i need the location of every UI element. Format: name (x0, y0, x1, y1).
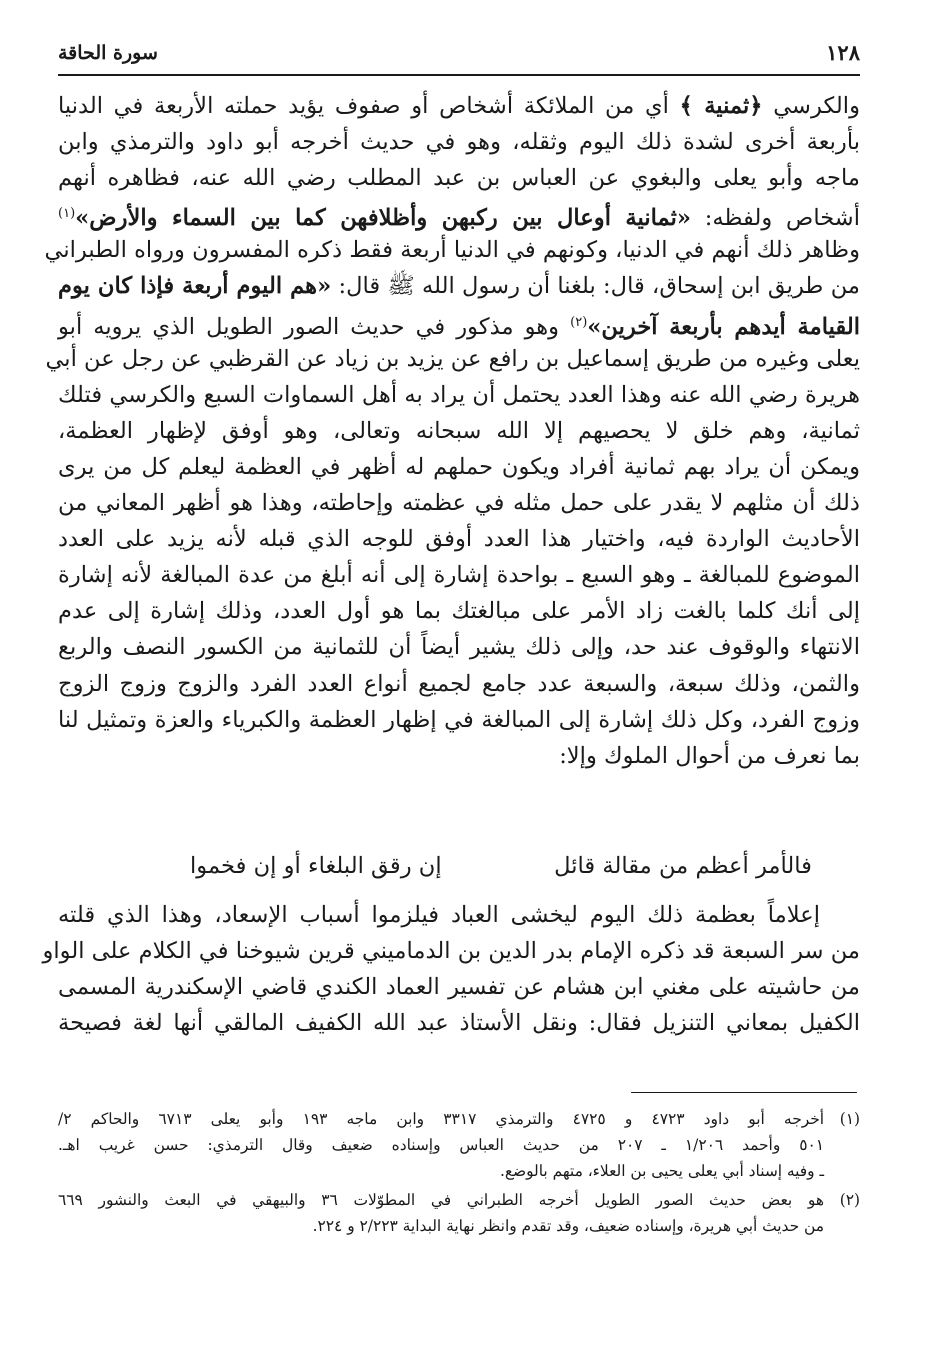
running-head-title: سورة الحاقة (58, 42, 158, 64)
text-line (58, 449, 860, 485)
text-run: أشخاص ولفظه: (691, 205, 860, 232)
footnote-ref: (١) (58, 206, 76, 222)
text-line (58, 593, 860, 629)
text-run: أي من الملائكة أشخاص أو صفوف يؤيد حملته الأربعة في الدنيا (58, 93, 680, 119)
text-run: بأربعة أخرى لشدة ذلك اليوم وثقله، وهو في حديث أخرجه أبو داود والترمذي وابن (58, 129, 860, 156)
footnotes (58, 1106, 860, 1239)
text-line (58, 521, 860, 557)
poetry-verse (58, 853, 860, 893)
text-run: ويمكن أن يراد بهم ثمانية أفراد ويكون حملهم له أظهر في العظمة ليعلم كل من يرى (58, 453, 860, 480)
quoted-text: «هم اليوم أربعة فإذا كان يوم (58, 273, 332, 300)
text-run: الأحاديث الواردة فيه، واختيار هذا العدد أوفق للوجه الذي قبله لأنه يزيد على العدد (58, 526, 860, 553)
text-line (58, 557, 860, 593)
text-line (44, 232, 860, 268)
quoted-text: القيامة أيدهم بأربعة آخرين» (587, 313, 860, 340)
footnote-line: ـ وفيه إسناد أبي يعلى يحيى بن العلاء، متهم بالوضع. (499, 1162, 824, 1180)
text-line (58, 413, 860, 449)
footnote-line: ٥٠١ وأحمد ١/٢٠٦ ـ ٢٠٧ من حديث العباس وإسناده ضعيف وقال الترمذي: حسن غريب اهـ. (58, 1136, 825, 1154)
text-run: إلى أنك كلما بالغت زاد الأمر على مبالغتك بما هو أول العدد، وذلك إشارة إلى عدم (58, 598, 860, 625)
text-run: ذلك أن مثلهم لا يقدر على حمل مثله في عظمته وإحاطته، وهذا هو أظهر المعاني من (58, 490, 860, 517)
text-run: والثمن، وذلك سبعة، والسبعة عدد جامع لجميع أنواع العدد الفرد والزوج وزوج الزوج (58, 670, 860, 697)
text-line (58, 88, 860, 124)
text-line: إعلاماً بعظمة ذلك اليوم ليخشى العباد فيلزموا أسباب الإسعاد، وهذا الذي قلته (58, 902, 820, 928)
text-line (58, 124, 860, 160)
text-run: ماجه وأبو يعلى والبغوي عن العباس بن عبد المطلب رضي الله عنه، فظاهره أنهم (58, 165, 860, 192)
main-text (44, 88, 860, 774)
text-line (58, 666, 860, 702)
text-line (58, 305, 860, 341)
footnote-marker: (١) (839, 1110, 860, 1128)
text-line (58, 702, 860, 738)
text-line (58, 268, 860, 304)
footnote (58, 1187, 860, 1239)
text-run: والكرسي (762, 93, 860, 119)
text-line (45, 341, 860, 377)
footnote (58, 1106, 860, 1184)
text-line (58, 738, 860, 774)
quoted-text: ﴿ثمنية ﴾ (679, 93, 763, 119)
text-line (58, 485, 860, 521)
text-run: ثمانية، وهم خلق لا يحصيهم إلا الله سبحانه وتعالى، وهو أوفق لإظهار العظمة، (58, 417, 860, 444)
quoted-text: «ثمانية أوعال بين ركبهن وأظلافهن كما بين السماء والأرض» (75, 205, 691, 232)
page-number: ١٢٨ (826, 40, 860, 65)
text-line (58, 160, 860, 196)
text-run: من طريق ابن إسحاق، قال: بلغنا أن رسول الله ﷺ قال: (331, 273, 860, 300)
text-run: وهو مذكور في حديث الصور الطويل الذي يرويه أبو (58, 313, 571, 340)
text-line (58, 629, 860, 665)
text-run: الانتهاء والوقوف عند حد، وإلى ذلك يشير أيضاً أن للثمانية من الكسور النصف والربع (58, 634, 860, 661)
page-header (58, 38, 860, 76)
text-line: من حاشيته على مغني ابن هشام عن تفسير العماد الكندي قاضي الإسكندرية المسمى (58, 974, 860, 1001)
text-run: بما نعرف من أحوال الملوك وإلا: (559, 742, 860, 769)
footnote-marker: (٢) (839, 1191, 860, 1209)
footnote-line: أخرجه أبو داود ٤٧٢٣ و ٤٧٢٥ والترمذي ٣٣١٧ وابن ماجه ١٩٣ وأبو يعلى ٦٧١٣ والحاكم ٢/ (58, 1110, 824, 1128)
text-line (58, 377, 860, 413)
text-run: وظاهر ذلك أنهم في الدنيا، وكونهم في الدنيا أربعة فقط ذكره المفسرون ورواه الطبراني (44, 237, 860, 264)
footnote-line: من حديث أبي هريرة، وإسناده ضعيف، وقد تقدم وانظر نهاية البداية ٢/٢٢٣ و ٢٢٤. (312, 1217, 824, 1235)
text-line: من سر السبعة قد ذكره الإمام بدر الدين بن الدماميني قرين شيوخنا في الكلام على الواو (42, 938, 860, 965)
text-run: هريرة رضي الله عنه وهذا العدد يحتمل أن يراد به أهل السماوات السبع والكرسي فتلك (58, 381, 860, 408)
text-line (58, 196, 860, 232)
verse-first-hemistich: فالأمر أعظم من مقالة قائل (554, 853, 812, 879)
text-run: الموضوع للمبالغة ـ وهو السبع ـ بواحدة إشارة إلى أنه أبلغ من عدة المبالغة لأنه إشارة (58, 562, 860, 589)
footnote-line: هو بعض حديث الصور الطويل أخرجه الطبراني في المطوّلات ٣٦ والبيهقي في البعث والنشور ٦٦٩ (58, 1191, 824, 1209)
text-line: الكفيل بمعاني التنزيل فقال: ونقل الأستاذ عبد الله الكفيف المالقي أنها لغة فصيحة (58, 1010, 860, 1037)
text-run: وزوج الفرد، وكل ذلك إشارة إلى المبالغة في إظهار العظمة والكبرياء والعزة وتمثيل لنا (58, 706, 860, 733)
text-run: يعلى وغيره من طريق إسماعيل بن رافع عن يزيد بن زياد عن القرظبي عن رجل عن أبي (45, 345, 860, 372)
footnote-ref: (٢) (570, 314, 588, 330)
verse-second-hemistich: إن رقق البلغاء أو إن فخموا (190, 853, 442, 879)
main-text-continued (42, 898, 860, 1042)
footnote-separator (631, 1092, 857, 1093)
